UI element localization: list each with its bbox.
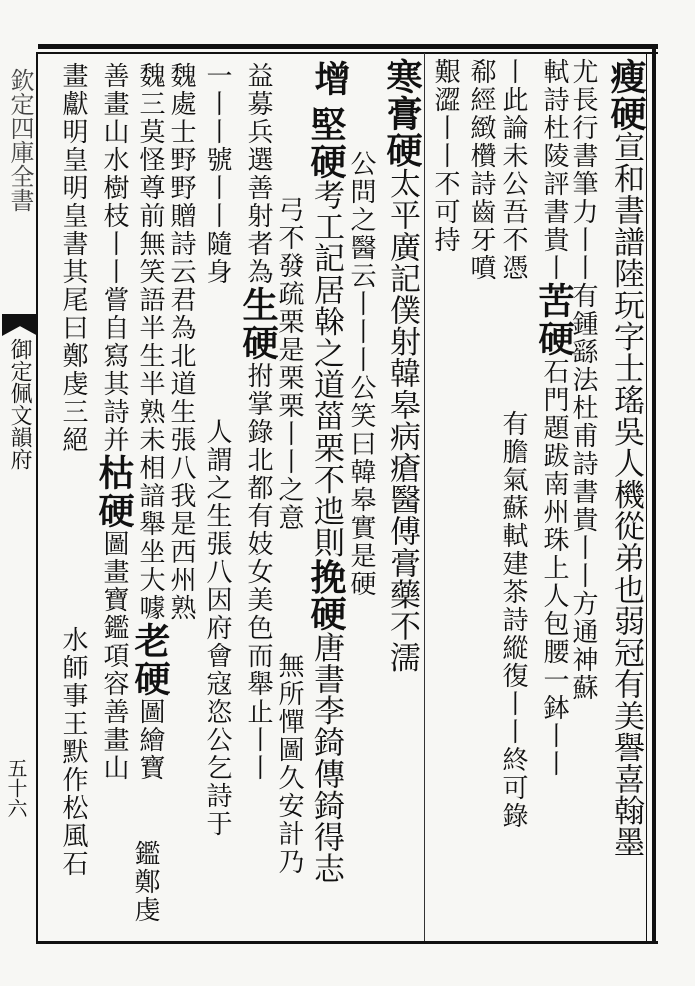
column-text: 宣和書譜陸玩字士瑤吳人機從弟也弱冠有美譽喜翰墨 bbox=[608, 131, 644, 859]
text-column bbox=[276, 196, 302, 532]
column-text: 水師事王默作松風石 bbox=[58, 626, 88, 878]
column-text: 石門題跋南州珠上人包腰一鉢丨丨 bbox=[539, 358, 569, 778]
text-column bbox=[60, 626, 86, 878]
headword: 挽硬 bbox=[305, 558, 347, 632]
headword: 寒膏硬 bbox=[381, 58, 423, 168]
text-column bbox=[129, 62, 171, 782]
column-text: 太平廣記僕射韓皋病瘡醫傅膏藥不濡 bbox=[384, 167, 420, 674]
collection-title: 欽定四庫全書 bbox=[6, 68, 34, 212]
text-column bbox=[132, 840, 158, 924]
text-column bbox=[237, 62, 279, 782]
text-column bbox=[168, 62, 194, 622]
column-text: 鑑鄭虔 bbox=[130, 840, 160, 924]
column-text: 艱澀丨丨不可持 bbox=[430, 58, 460, 254]
text-column bbox=[348, 150, 374, 598]
text-column bbox=[204, 418, 230, 838]
headword: 瘦硬 bbox=[605, 58, 647, 132]
text-column bbox=[533, 58, 575, 778]
frame-right-inner-border bbox=[646, 52, 647, 941]
column-text: 人謂之生張八因府會寇恣公乞詩于 bbox=[202, 418, 232, 838]
column-text: 有膽氣蘇軾建茶詩縱復丨丨終可錄 bbox=[498, 410, 528, 830]
column-text: 尤長行書筆力丨丨有鍾繇法杜甫詩書貴丨丨方通神蘇 bbox=[568, 58, 598, 702]
page-margin bbox=[2, 68, 36, 928]
headword: 生硬 bbox=[237, 286, 279, 362]
fish-tail-mark bbox=[2, 314, 38, 336]
column-text: 公問之醫云丨丨丨公笑曰韓皋實是硬 bbox=[346, 150, 376, 598]
text-column bbox=[468, 58, 494, 282]
column-text: 圖畫寶鑑項容善畫山 bbox=[99, 530, 129, 782]
frame-bottom-border bbox=[38, 941, 658, 944]
section-mark: 增 bbox=[309, 60, 351, 97]
column-text: 丨此論未公吾不憑 bbox=[498, 58, 528, 282]
book-name: 御定佩文韻府 bbox=[7, 338, 33, 470]
column-text: 郗經緻欑詩齒牙噴 bbox=[466, 58, 496, 282]
frame-right-border bbox=[652, 44, 656, 944]
column-text: 畫獻明皇明皇書其尾曰鄭虔三絕 bbox=[58, 62, 88, 454]
column-text: 弓不發疏栗是栗栗丨丨之意 bbox=[274, 196, 304, 532]
text-column bbox=[432, 58, 458, 254]
column-text: 一丨丨號丨丨隨身 bbox=[202, 62, 232, 286]
column-text: 圖繪寶 bbox=[135, 698, 165, 782]
column-text: 魏三莫怪尊前無笑語半生半熟未相諳舉坐大噱 bbox=[135, 62, 165, 622]
frame-top-border bbox=[38, 44, 658, 49]
column-text: 考工記居榦之道菑栗不迆則 bbox=[308, 179, 344, 559]
frame-top-inner-border bbox=[38, 52, 658, 54]
text-column bbox=[305, 106, 347, 885]
column-text: 唐書李錡傳錡得志 bbox=[308, 631, 344, 885]
text-column bbox=[605, 58, 647, 859]
text-column bbox=[276, 652, 302, 876]
text-column bbox=[500, 58, 526, 282]
text-column bbox=[309, 60, 351, 97]
text-column bbox=[500, 410, 526, 830]
headword: 苦硬 bbox=[533, 282, 575, 358]
page-number: 五十六 bbox=[4, 758, 28, 818]
headword: 枯硬 bbox=[93, 454, 135, 530]
text-column bbox=[381, 58, 423, 674]
frame-left-border bbox=[36, 52, 38, 944]
column-text: 魏處士野野贈詩云君為北道生張八我是西州熟 bbox=[166, 62, 196, 622]
column-text: 無所憚圖久安計乃 bbox=[274, 652, 304, 876]
column-text: 拊掌錄北都有妓女美色而舉止丨丨 bbox=[243, 362, 273, 782]
text-column bbox=[93, 62, 135, 782]
headword: 老硬 bbox=[129, 622, 171, 698]
column-text: 軾詩杜陵評書貴丨 bbox=[539, 58, 569, 282]
column-text: 善畫山水樹枝丨丨嘗自寫其詩并 bbox=[99, 62, 129, 454]
text-column bbox=[570, 58, 596, 702]
headword: 堅硬 bbox=[305, 106, 347, 180]
text-column bbox=[204, 62, 230, 286]
column-text: 益募兵選善射者為 bbox=[243, 62, 273, 286]
column-rule bbox=[424, 53, 425, 941]
text-column bbox=[60, 62, 86, 454]
